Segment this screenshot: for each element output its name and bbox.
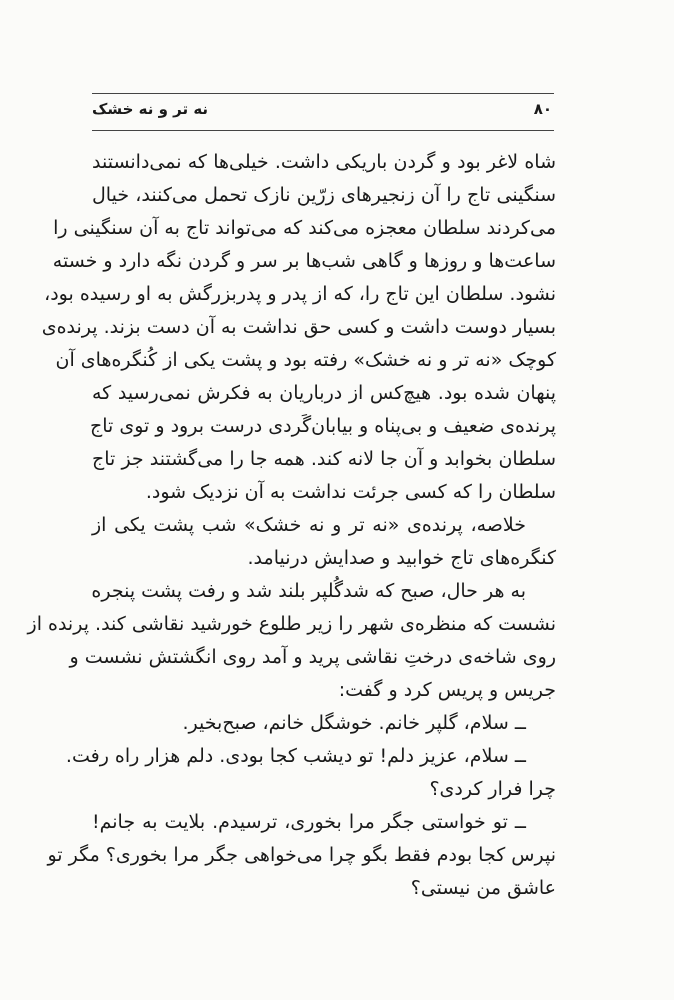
text-line: نشست که منظره‌ی شهر را زیر طلوع خورشید نقاشی کند. پرنده از (27, 613, 556, 635)
text-line: سلطان را که کسی جرئت نداشت به آن نزدیک شود. (145, 481, 556, 503)
text-line: چرا فرار کردی؟ (429, 778, 556, 800)
text-line: ــ تو خواستی جگر مرا بخوری، ترسیدم. بلایت به جانم! (92, 811, 526, 833)
text-line: خلاصه، پرنده‌ی «نه تر و نه خشک» شب پشت یکی از (92, 514, 526, 536)
text-line: شاه لاغر بود و گردن باریکی داشت. خیلی‌ها که نمی‌دانستند (92, 151, 556, 173)
text-line: بسیار دوست داشت و کسی حق نداشت به آن دست بزند. پرنده‌ی (41, 316, 556, 338)
text-line: سنگینی تاج را آن زنجیرهای زرّین نازک تحمل می‌کنند، خیال (92, 184, 556, 206)
text-line: جریس و پریس کرد و گفت: (338, 679, 556, 701)
text-line: روی شاخه‌ی درختِ نقاشی پرید و آمد روی انگشتش نشست و (69, 646, 556, 668)
text-line: کنگره‌های تاج خوابید و صدایش درنیامد. (247, 547, 556, 569)
text-line: ــ سلام، گلپر خانم. خوشگل خانم، صبح‌بخیر. (182, 712, 526, 734)
text-line: نشود. سلطان این تاج را، که از پدر و پدربزرگش به او رسیده بود، (44, 283, 556, 305)
text-line: سلطان بخوابد و آن جا لانه کند. همه جا را می‌گشتند جز تاج (92, 448, 556, 470)
text-line: پنهان شده بود. هیچ‌کس از درباریان به فکرش نمی‌رسید که (92, 382, 556, 404)
running-title: نه تر و نه خشک (92, 100, 209, 118)
text-line: به هر حال، صبح که شدگُلپر بلند شد و رفت پشت پنجره (91, 580, 526, 602)
page-body-text (27, 146, 556, 905)
text-line: ساعت‌ها و روزها و گاهی شب‌ها بر سر و گردن نگه دارد و خسته (52, 250, 556, 272)
text-line: می‌کردند سلطان معجزه می‌کند که می‌تواند تاج به آن سنگینی را (53, 217, 556, 239)
page-number: ۸۰ (533, 100, 552, 118)
text-line: پرنده‌ی ضعیف و بی‌پناه و بیابان‌گَردی درست برود و توی تاج (89, 415, 556, 437)
text-line: ــ سلام، عزیز دلم! تو دیشب کجا بودی. دلم هزار راه رفت. (65, 745, 526, 767)
text-line: نپرس کجا بودم فقط بگو چرا می‌خواهی جگر مرا بخوری؟ مگر تو (47, 844, 556, 866)
text-line: کوچک «نه تر و نه خشک» رفته بود و پشت یکی از کُنگره‌های آن (55, 349, 556, 371)
text-line: عاشق من نیستی؟ (410, 877, 556, 899)
header-bottom-rule (92, 130, 554, 131)
header-top-rule (92, 93, 554, 94)
